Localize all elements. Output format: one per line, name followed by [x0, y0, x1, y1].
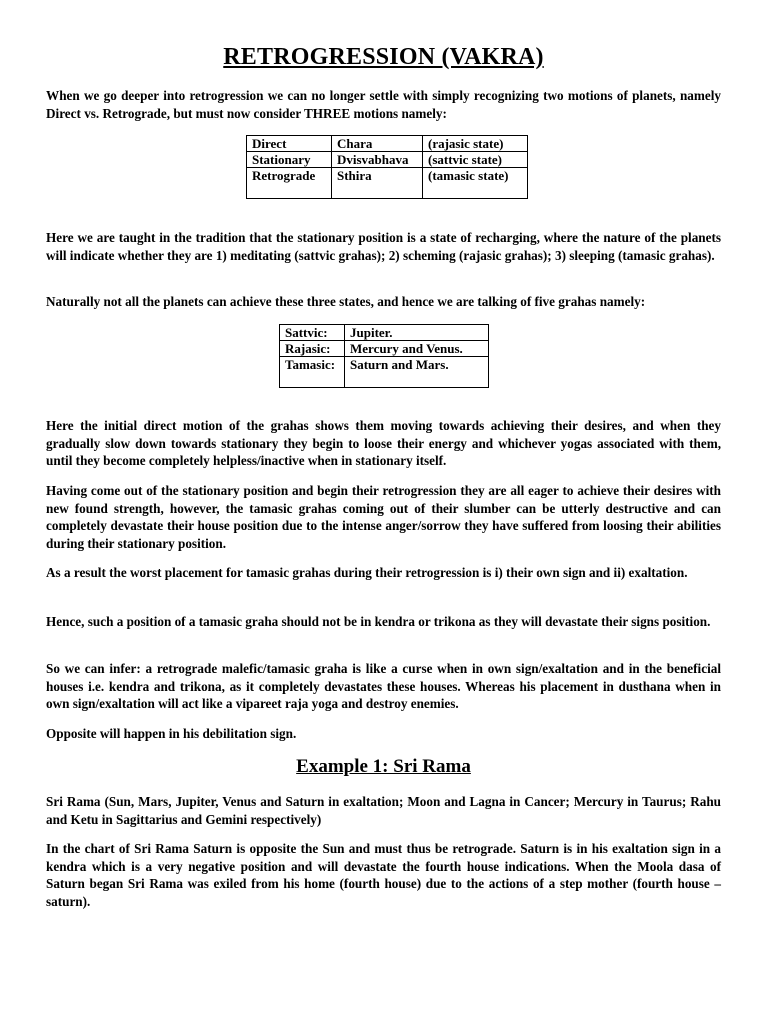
inference-paragraph: So we can infer: a retrograde malefic/tamasic graha is like a curse when in own sign/exaltation and in the beneficial houses i.e. kendra and trikona, as it completely devastates these houses. Whereas his placement in dusthana when in own sign/exaltation will act like a vipareet raja yoga and destroy enemies. [46, 661, 721, 712]
table-cell: Mercury and Venus. [345, 341, 489, 357]
table-cell: (sattvic state) [423, 152, 528, 168]
having-come-out-paragraph: Having come out of the stationary position and begin their retrogression they are all eager to achieve their desires with new found strength, however, the tamasic grahas coming out of their slumber can be utterly destructive and can completely devastate their house position due to the intense anger/sorrow they have suffered from loosing their abilities during their stationary position. [46, 483, 721, 551]
sri-rama-paragraph: Sri Rama (Sun, Mars, Jupiter, Venus and Saturn in exaltation; Moon and Lagna in Cancer; Mercury in Taurus; Rahu and Ketu in Sagittarius and Gemini respectively) [46, 794, 721, 827]
table-cell: Retrograde [247, 168, 332, 199]
table-cell: Direct [247, 136, 332, 152]
table-row [280, 325, 489, 341]
chart-analysis-paragraph: In the chart of Sri Rama Saturn is opposite the Sun and must thus be retrograde. Saturn is in his exaltation sign in a kendra which is a very negative position and will devastate the fourth house indications. When the Moola dasa of Saturn began Sri Rama was exiled from his home (fourth house) due to the actions of a step mother (fourth house – saturn). [46, 841, 721, 909]
kendra-trikona-paragraph: Hence, such a position of a tamasic graha should not be in kendra or trikona as they will devastate their signs position. [46, 614, 711, 629]
table-row [280, 341, 489, 357]
table-row [280, 357, 489, 388]
debilitation-paragraph: Opposite will happen in his debilitation sign. [46, 726, 297, 741]
table-cell: (tamasic state) [423, 168, 528, 199]
table-cell: Dvisvabhava [332, 152, 423, 168]
intro-paragraph: When we go deeper into retrogression we can no longer settle with simply recognizing two motions of planets, namely Direct vs. Retrograde, but must now consider THREE motions namely: [46, 88, 721, 121]
table-cell: Chara [332, 136, 423, 152]
recharging-paragraph: Here we are taught in the tradition that the stationary position is a state of recharging, where the nature of the planets will indicate whether they are 1) meditating (sattvic grahas); 2) scheming (rajasic grahas); 3) sleeping (tamasic grahas). [46, 230, 721, 263]
motions-table [246, 135, 528, 199]
table-cell: Tamasic: [280, 357, 345, 388]
direct-motion-paragraph: Here the initial direct motion of the grahas shows them moving towards achieving their desires, and when they gradually slow down towards stationary they begin to loose their energy and whichever yogas associated with them, until they become completely helpless/inactive when in stationary itself. [46, 418, 721, 469]
table-row [247, 168, 528, 199]
table-row [247, 152, 528, 168]
grahas-table [279, 324, 489, 388]
worst-placement-paragraph: As a result the worst placement for tamasic grahas during their retrogression is i) their own sign and ii) exaltation. [46, 565, 688, 580]
table-row [247, 136, 528, 152]
table-cell: (rajasic state) [423, 136, 528, 152]
five-grahas-paragraph: Naturally not all the planets can achieve these three states, and hence we are talking of five grahas namely: [46, 294, 646, 309]
table-cell: Sthira [332, 168, 423, 199]
table-cell: Saturn and Mars. [345, 357, 489, 388]
table-cell: Rajasic: [280, 341, 345, 357]
example-heading: Example 1: Sri Rama [296, 756, 471, 777]
page-title: RETROGRESSION (VAKRA) [223, 44, 544, 70]
table-cell: Sattvic: [280, 325, 345, 341]
table-cell: Stationary [247, 152, 332, 168]
table-cell: Jupiter. [345, 325, 489, 341]
